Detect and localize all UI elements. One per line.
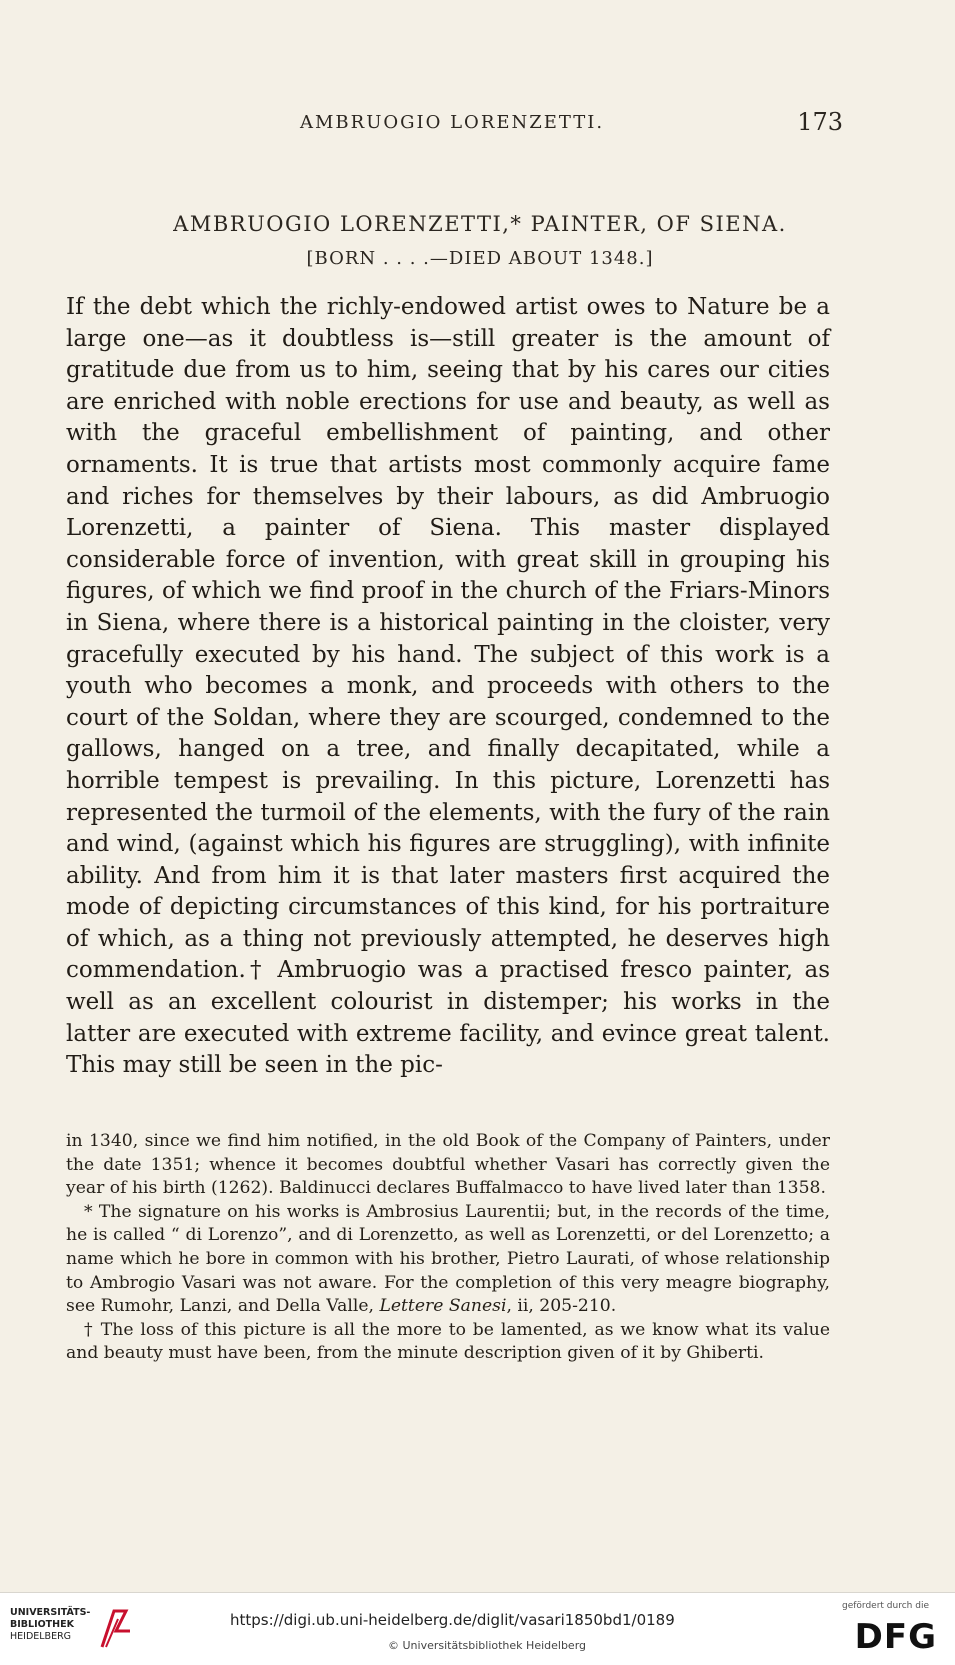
chapter-dates: [BORN . . . .—DIED ABOUT 1348.] [306,248,654,269]
library-logo [10,1607,98,1643]
chapter-title: AMBRUOGIO LORENZETTI,* PAINTER, OF SIENA. [173,212,787,236]
body-text: the debt which the richly-endowed artist owes to Nature be a large one—as it doubtless is—still greater is the amount of gratitude due from us to him, seeing that by his cares our cities are enriched with noble erections for use and beauty, as well as with the graceful embellishment of painting, and other ornaments. It is true that artists most commonly acquire fame and riches for themselves by their labours, as did Ambruogio Lorenzetti, a painter of Siena. This master displayed considerable force of invention, with great skill in grouping his figures, of which we find proof in the church of the Friars-Minors in Siena, where there is a historical painting in the cloister, very gracefully executed by his hand. The subject of this work is a youth who becomes a monk, and proceeds with others to the court of the Soldan, where they are scourged, condemned to the gallows, hanged on a tree, and finally decapitated, while a horrible tempest is prevailing. In this picture, Lorenzetti has represented the turmoil of the elements, with the fury of the rain and wind, (against which his figures are struggling), with infinite ability. And from him it is that later masters first acquired the mode of depicting circumstances of this kind, for his portraiture of which, as a thing not previously attempted, he deserves high commendation.† Ambruogio was a practised fresco painter, as well as an excellent colourist in distemper; his works in the latter are executed with extreme facility, and evince great talent. This may still be seen in the pic- [66,294,831,1079]
body-paragraph [66,292,830,1082]
footnote-dagger: † The loss of this picture is all the more to be lamented, as we know what its value and beauty must have been, from the minute description given of it by Ghiberti. [66,1319,830,1364]
running-head: AMBRUOGIO LORENZETTI. [300,112,605,133]
viewer-footer [0,1592,955,1665]
library-mark-icon [96,1607,134,1651]
library-name-line2: BIBLIOTHEK [10,1619,74,1630]
library-name-line3: HEIDELBERG [10,1631,72,1642]
footnote-italic-title: Lettere Sanesi [379,1296,507,1317]
footnotes [66,1130,830,1366]
footnote-asterisk-text: * The signature on his works is Ambrosius Laurentii; but, in the records of the time, he is called “ di Lorenzo”, and di Lorenzetto, as well as Lorenzetti, or del Lorenzetto; a name which he bore in common with his brother, Pietro Laurati, of whose relationship to Ambrogio Vasari was not aware. For the completion of this very meagre biography, see Rumohr, Lanzi, and Della Valle, [66,1201,830,1317]
permalink-url[interactable]: https://digi.ub.uni-heidelberg.de/diglit/vasari1850bd1/0189 [230,1611,675,1629]
page-number: 173 [797,108,843,136]
footnote-asterisk-tail: , ii, 205-210. [506,1296,617,1317]
footnote-asterisk [66,1201,830,1319]
dfg-logo: DFG [854,1617,937,1657]
footnote-continuation: in 1340, since we find him notified, in the old Book of the Company of Painters, under the date 1351; whence it becomes doubtful whether Vasari has correctly given the year of his birth (1262). Baldinucci declares Buffalmacco to have lived later than 1358. [66,1131,830,1199]
funded-by-label: gefördert durch die [842,1601,929,1611]
library-name-line1: UNIVERSITÄTS- [10,1607,91,1618]
copyright-notice: © Universitätsbibliothek Heidelberg [388,1639,587,1652]
drop-lead-word: If [66,294,84,320]
